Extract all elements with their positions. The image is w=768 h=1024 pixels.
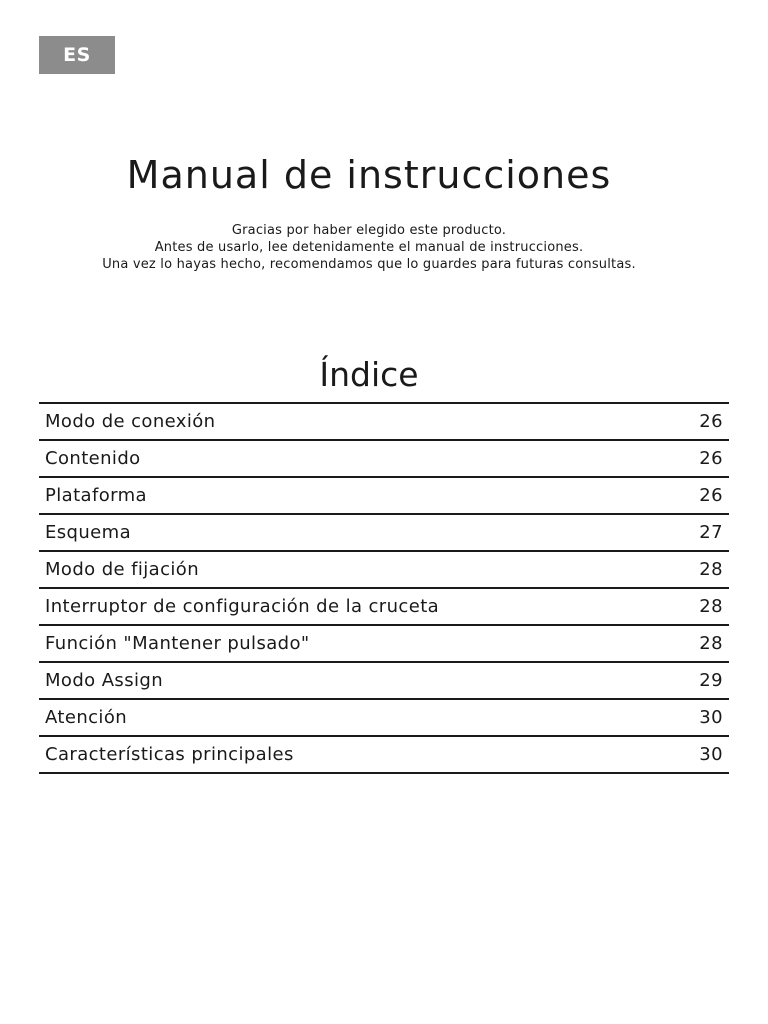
toc-item-page: 28 bbox=[699, 596, 723, 617]
toc-item-page: 29 bbox=[699, 670, 723, 691]
toc-item-label: Modo de fijación bbox=[45, 559, 200, 580]
intro-text bbox=[0, 222, 738, 273]
toc-item-label: Características principales bbox=[45, 744, 294, 765]
toc-row-assign[interactable] bbox=[39, 663, 729, 700]
toc-item-label: Función "Mantener pulsado" bbox=[45, 633, 310, 654]
toc-item-page: 30 bbox=[699, 744, 723, 765]
intro-line-1: Gracias por haber elegido este producto. bbox=[231, 223, 507, 238]
intro-line-3: Una vez lo hayas hecho, recomendamos que lo guardes para futuras consultas. bbox=[102, 257, 636, 272]
table-of-contents bbox=[39, 402, 729, 774]
language-badge-label: ES bbox=[63, 44, 91, 66]
toc-item-page: 30 bbox=[699, 707, 723, 728]
toc-row-caracteristicas[interactable] bbox=[39, 737, 729, 774]
toc-item-page: 27 bbox=[699, 522, 723, 543]
toc-item-label: Esquema bbox=[45, 522, 132, 543]
index-title: Índice bbox=[319, 355, 419, 394]
toc-row-esquema[interactable] bbox=[39, 515, 729, 552]
toc-item-page: 26 bbox=[699, 448, 723, 469]
intro-line-2: Antes de usarlo, lee detenidamente el manual de instrucciones. bbox=[154, 240, 584, 255]
toc-row-plataforma[interactable] bbox=[39, 478, 729, 515]
page-title: Manual de instrucciones bbox=[126, 153, 612, 197]
toc-row-fijacion[interactable] bbox=[39, 552, 729, 589]
toc-item-page: 26 bbox=[699, 485, 723, 506]
toc-item-label: Modo de conexión bbox=[45, 411, 216, 432]
language-badge bbox=[39, 36, 115, 74]
toc-item-label: Contenido bbox=[45, 448, 141, 469]
toc-row-interruptor[interactable] bbox=[39, 589, 729, 626]
toc-item-page: 28 bbox=[699, 633, 723, 654]
toc-item-page: 26 bbox=[699, 411, 723, 432]
toc-row-mantener-pulsado[interactable] bbox=[39, 626, 729, 663]
toc-item-label: Plataforma bbox=[45, 485, 147, 506]
toc-item-label: Modo Assign bbox=[45, 670, 164, 691]
toc-item-label: Interruptor de configuración de la cruceta bbox=[45, 596, 440, 617]
toc-item-label: Atención bbox=[45, 707, 128, 728]
toc-row-atencion[interactable] bbox=[39, 700, 729, 737]
toc-row-conexion[interactable] bbox=[39, 404, 729, 441]
toc-item-page: 28 bbox=[699, 559, 723, 580]
toc-row-contenido[interactable] bbox=[39, 441, 729, 478]
